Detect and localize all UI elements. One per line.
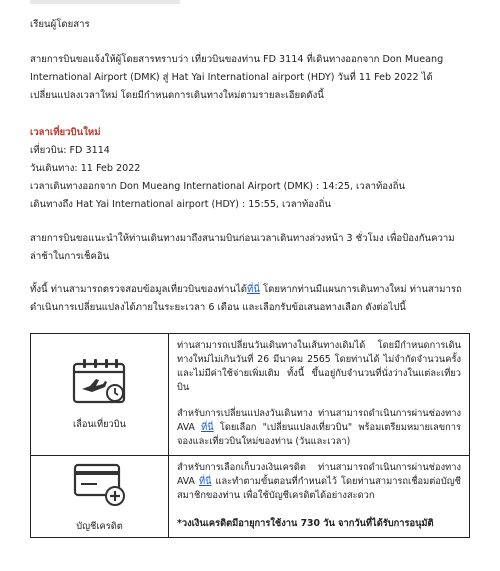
rebook-instructions [177,407,461,449]
rebook-description: ท่านสามารถเปลี่ยนวันเดินทางในเส้นทางเดิมได้ โดยมีกำหนดการเดินทางใหม่ไม่เกินวันที่ 26 มีนาคม 2565 โดยท่านได้ ไม่จำกัดจำนวนครั้ง และไม่มีค่าใช้จ่ายเพิ่มเติม ทั้งนี้ ขึ้นอยู่กับจำนวนที่นั่งว่างในแต่ละเที่ยวบิน [177,340,461,393]
option-row-rebook [31,334,470,456]
rebook-text-cell [169,334,470,456]
rebook-label: เลื่อนเที่ยวบิน [72,419,127,430]
check-flight-link[interactable]: ที่นี่ [247,284,260,295]
arrival-time: เดินทางถึง Hat Yai International airport (HDY) : 15:55, เวลาท้องถิ่น [30,199,332,210]
rebook-ava-link[interactable]: ที่นี่ [201,422,214,433]
credit-instructions [177,461,461,503]
greeting: เรียนผู้โดยสาร [30,19,90,30]
rebook-instr-after: โดยเลือก "เปลี่ยนแปลงเที่ยวบิน" พร้อมเตรียมหมายเลขการจองและเที่ยวบินใหม่ของท่าน (วันและเวลา) [177,422,461,447]
intro-text: สายการบินขอแจ้งให้ผู้โดยสารทราบว่า เที่ยวบินของท่าน FD 3114 ที่เดินทางออกจาก Don Mueang International Airport (DMK) สู่ Hat Yai International airport (HDY) วันที่ 11 Feb 2022 ได้เปลี่ยนแปลงเวลาใหม่ โดยมีกำหนดการเดินทางใหม่ตามรายละเอียดดังนี้ [30,54,444,101]
check-text-before: ทั้งนี้ ท่านสามารถตรวจสอบข้อมูลเที่ยวบินของท่านได้ [30,284,248,295]
credit-instr-after: และทำตามขั้นตอนที่กำหนดไว้ โดยท่านสามารถเชื่อมต่อบัญชีสมาชิกของท่าน เพื่อใช้บัญชีเครดิตได้อย่างสะดวก [177,476,461,501]
departure-time: เวลาเดินทางออกจาก Don Mueang International Airport (DMK) : 14:25, เวลาท้องถิ่น [30,181,406,192]
new-time-title: เวลาเที่ยวบินใหม่ [30,127,101,138]
credit-ava-link[interactable]: ที่นี่ [198,476,212,487]
credit-card-plus-icon [70,459,130,514]
option-row-credit [31,456,470,538]
credit-icon-cell [31,456,169,538]
flight-details [30,142,475,214]
travel-date: วันเดินทาง: 11 Feb 2022 [30,163,141,174]
credit-label: บัญชีเครดิต [76,521,123,532]
rebook-instr-before: สำหรับการเปลี่ยนแปลงวันเดินทาง ท่านสามารถดำเนินการผ่านช่องทาง AVA [177,408,461,433]
check-text-after: โดยหากท่านมีแผนการเดินทางใหม่ ท่านสามารถดำเนินการเปลี่ยนแปลงได้ภายในระยะเวลา 6 เดือน และเลือกรับข้อเสนอทางเลือก ดังต่อไปนี้ [30,284,462,313]
calendar-plane-icon [70,357,130,412]
credit-note: *วงเงินเครดิตมีอายุการใช้งาน 730 วัน จากวันที่ได้รับการอนุมัติ [177,518,434,529]
cropped-header-text [30,0,180,4]
credit-text-cell [169,456,470,538]
advice-text: สายการบินขอแนะนำให้ท่านเดินทางมาถึงสนามบินก่อนเวลาเดินทางล่วงหน้า 3 ชั่วโมง เพื่อป้องกันความล่าช้าในการเช็คอิน [30,233,455,262]
credit-instr-before: สำหรับการเลือกเก็บวงเงินเครดิต ท่านสามารถดำเนินการผ่านช่องทาง AVA [177,462,461,487]
rebook-icon-cell [31,334,169,456]
options-table [30,333,470,538]
check-flight-text [30,281,475,317]
flight-number: เที่ยวบิน: FD 3114 [30,145,110,156]
